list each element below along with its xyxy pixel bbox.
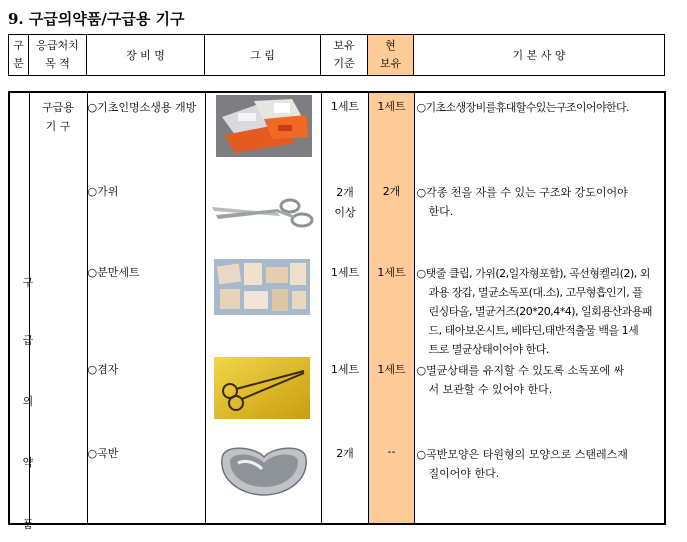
spec-3-line-1: ○탯줄 클립, 가위(2,일자형포함), 곡선형켈리(2), 외 — [416, 267, 650, 280]
main-table — [8, 91, 666, 531]
current-3: 1세트 — [377, 266, 406, 279]
spec-cell — [414, 92, 665, 524]
header-standard-1: 보유 — [333, 39, 355, 52]
spec-4-line-1: ○멸균상태를 유지할 수 있도록 소독포에 싸 — [416, 364, 625, 377]
standard-2 — [322, 183, 369, 223]
page-title — [8, 8, 185, 29]
standard-2-line-2: 이상 — [334, 206, 356, 219]
forceps-image — [214, 357, 310, 419]
current-1: 1세트 — [377, 100, 406, 113]
spec-3-line-3: 린싱타올, 멸균거즈(20*20,4*4), 일회용산과용패 — [428, 305, 652, 318]
spec-3-line-2: 과용 장갑, 멸균소독포(대.소), 고무형흡인기, 플 — [428, 286, 643, 299]
header-division-1: 구 — [13, 39, 24, 52]
header-purpose-2: 목 적 — [45, 57, 70, 70]
header-purpose — [29, 35, 87, 76]
header-table — [8, 34, 665, 76]
standard-3: 1세트 — [330, 266, 360, 279]
section-char-1: 구 — [22, 276, 34, 289]
standard-1: 1세트 — [330, 100, 360, 113]
header-division — [9, 35, 29, 76]
scissors-image — [208, 189, 320, 233]
title-number: 9. — [8, 10, 24, 28]
header-standard-2: 기준 — [333, 57, 355, 70]
header-spec: 기 본 사 양 — [414, 35, 665, 76]
pictures-cell — [205, 92, 321, 524]
standard-2-line-1: 2개 — [336, 186, 354, 199]
current-5: -- — [387, 445, 396, 458]
kidney-dish-image — [216, 437, 312, 501]
delivery-set-image — [214, 259, 310, 315]
section-label — [9, 92, 34, 531]
spec-3 — [417, 264, 652, 359]
equipment-name-5: ○곡반 — [87, 447, 119, 460]
title-text: 구급의약품/구급용 기구 — [28, 10, 185, 28]
spec-4 — [417, 361, 625, 399]
first-aid-kit-image — [216, 95, 312, 157]
equipment-names-cell — [87, 92, 205, 524]
current-4: 1세트 — [377, 363, 406, 376]
purpose-line-2: 기 구 — [45, 120, 71, 133]
section-char-2: 급 — [22, 334, 34, 347]
purpose-line-1: 구급용 — [42, 101, 74, 114]
standard-5: 2개 — [336, 447, 354, 460]
header-purpose-1: 응급처치 — [36, 39, 79, 52]
header-equipment-name: 장 비 명 — [87, 35, 205, 76]
section-char-4: 약 — [22, 456, 34, 469]
header-standard — [321, 35, 368, 76]
equipment-name-3: ○분만세트 — [87, 266, 140, 279]
equipment-name-1: ○기초인명소생용 개방 — [87, 101, 197, 114]
spec-5-line-2: 질이어야 한다. — [428, 467, 500, 480]
spec-5 — [417, 445, 628, 483]
header-current-1: 현 — [385, 39, 396, 52]
header-division-2: 분 — [13, 57, 24, 70]
standard-4: 1세트 — [330, 363, 360, 376]
current-2: 2개 — [382, 185, 401, 198]
section-char-3: 의 — [22, 395, 34, 408]
spec-5-line-1: ○곡반모양은 타원형의 모양으로 스탠레스재 — [416, 448, 628, 461]
equipment-name-4: ○겸자 — [87, 363, 119, 376]
header-current — [368, 35, 414, 76]
spec-3-line-5: 트로 멸균상태이어야 한다. — [428, 343, 549, 356]
spec-2 — [417, 183, 628, 221]
section-char-5: 품 — [22, 518, 34, 531]
spec-2-line-1: ○각종 천을 자를 수 있는 구조와 강도이어야 — [416, 186, 628, 199]
header-current-2: 보유 — [379, 57, 402, 70]
standard-cell — [321, 92, 368, 524]
header-picture: 그 림 — [205, 35, 321, 76]
equipment-name-2: ○가위 — [87, 185, 119, 198]
spec-2-line-2: 한다. — [428, 205, 454, 218]
spec-1: ○기초소생장비를휴대할수있는구조이어야한다. — [416, 101, 629, 114]
spec-3-line-4: 드, 태아보온시트, 베타딘,태반적출물 백을 1세 — [428, 324, 639, 337]
spec-4-line-2: 서 보관할 수 있어야 한다. — [428, 383, 553, 396]
current-cell — [368, 92, 414, 524]
